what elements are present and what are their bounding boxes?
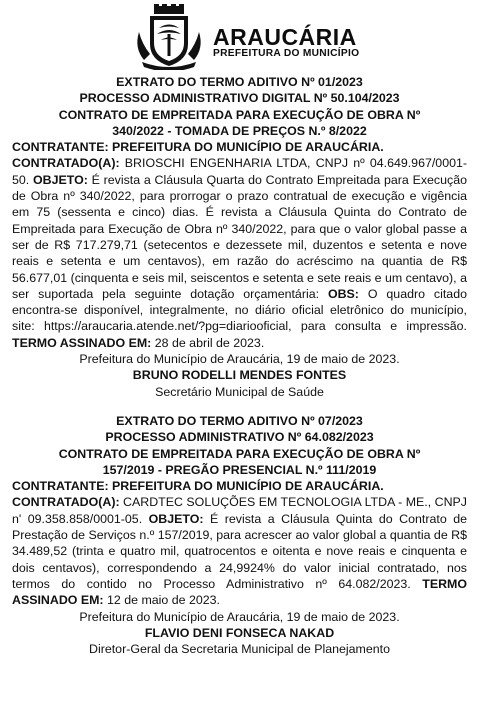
extract-body [12,155,467,351]
signer-name: BRUNO RODELLI MENDES FONTES [132,368,347,383]
header [12,0,467,74]
contratante-label: CONTRATANTE: [12,479,109,494]
title-line: 340/2022 - TOMADA DE PREÇOS N.º 8/2022 [112,123,367,138]
objeto-label: OBJETO: [32,172,88,187]
contratante-value: PREFEITURA DO MUNICÍPIO DE ARAUCÁRIA. [108,479,384,494]
title-line: CONTRATO DE EMPREITADA PARA EXECUÇÃO DE OBRA Nº [58,107,421,122]
brand-subtitle: PREFEITURA DO MUNICÍPIO [213,48,360,59]
termo-label: TERMO ASSINADO EM: [12,576,467,608]
termo-label: TERMO ASSINADO EM: [12,335,152,350]
contratante-line [12,139,467,155]
contratante-label: CONTRATANTE: [12,140,109,155]
brand-block [213,26,359,60]
contratante-value: PREFEITURA DO MUNICÍPIO DE ARAUCÁRIA. [108,140,384,155]
title-line: PROCESSO ADMINISTRATIVO DIGITAL Nº 50.104/2023 [79,91,400,106]
signer-name: FLAVIO DENI FONSECA NAKAD [144,625,335,640]
contratado-value: BRIOSCHI ENGENHARIA LTDA, CNPJ nº 04.649.967/0001-50. [12,156,467,187]
extract-1 [12,74,467,400]
termo-date: 12 de maio de 2023. [103,593,220,608]
objeto-label: OBJETO: [148,511,204,526]
brand-name: ARAUCÁRIA [213,24,357,50]
contratado-value: CARDTEC SOLUÇÕES EM TECNOLOGIA LTDA - ME., CNPJ n' 09.358.858/0001-05. [12,495,467,526]
title-line: PROCESSO ADMINISTRATIVO Nº 64.082/2023 [105,430,374,445]
signer-role: Diretor-Geral da Secretaria Municipal de Planejamento [89,642,390,657]
obs-label: OBS: [327,286,359,301]
title-line: EXTRATO DO TERMO ADITIVO Nº 01/2023 [116,75,363,89]
extract-2 [12,413,467,657]
objeto-text: É revista a Cláusula Quinta do Contrato de Prestação de Serviços n.º 157/2019, para acrescer ao valor global a quantia de R$ 34.489,52 (trinta e quatro mil, quatrocentos e oitenta e nove reais e cinquenta e dois centavos), correspondendo a 24,9924% do valor inicial contratado, nos termos do contido no Processo Administrativo nº 64.082/2023. [12,511,467,591]
place-date: Prefeitura do Município de Araucária, 19 de maio de 2023. [79,609,400,624]
objeto-text: É revista a Cláusula Quarta do Contrato Empreitada para Execução de Obra nº 340/2022, para prorrogar o prazo contratual de execução e vigência em 75 (sessenta e cinco) dias. É revista a Cláusula Quinta do Contrato de Empreitada para Execução de Obra nº 340/2022, para que o valor global passe a ser de R$ 717.279,71 (setecentos e dezessete mil, duzentos e setenta e nove reais e setenta e um centavos), em razão do acréscimo na quantia de R$ 56.677,01 (cinquenta e seis mil, seiscentos e setenta e sete reais e um centavo), a ser suportada pela seguinte dotação orçamentária: [12,172,467,301]
obs-text: O quadro citado encontra-se disponível, integralmente, no diário oficial eletrônico do município, site: https://araucaria.atende.net/?pg=diariooficial, para consulta e impressão. [12,286,467,334]
termo-date: 28 de abril de 2023. [151,335,265,350]
title-line: 157/2019 - PREGÃO PRESENCIAL N.º 111/2019 [102,462,377,477]
municipal-coat-of-arms-icon [130,4,208,70]
contratado-label: CONTRATADO(A): [12,495,120,510]
place-date: Prefeitura do Município de Araucária, 19 de maio de 2023. [79,352,400,367]
title-line: CONTRATO DE EMPREITADA PARA EXECUÇÃO DE OBRA Nº [58,446,421,461]
contratante-line [12,478,467,494]
contratado-label: CONTRATADO(A): [12,156,120,171]
signer-role: Secretário Municipal de Saúde [155,384,324,399]
extract-title [12,413,467,478]
extract-body [12,494,467,608]
title-line: EXTRATO DO TERMO ADITIVO Nº 07/2023 [116,413,363,428]
extract-title [12,74,467,139]
